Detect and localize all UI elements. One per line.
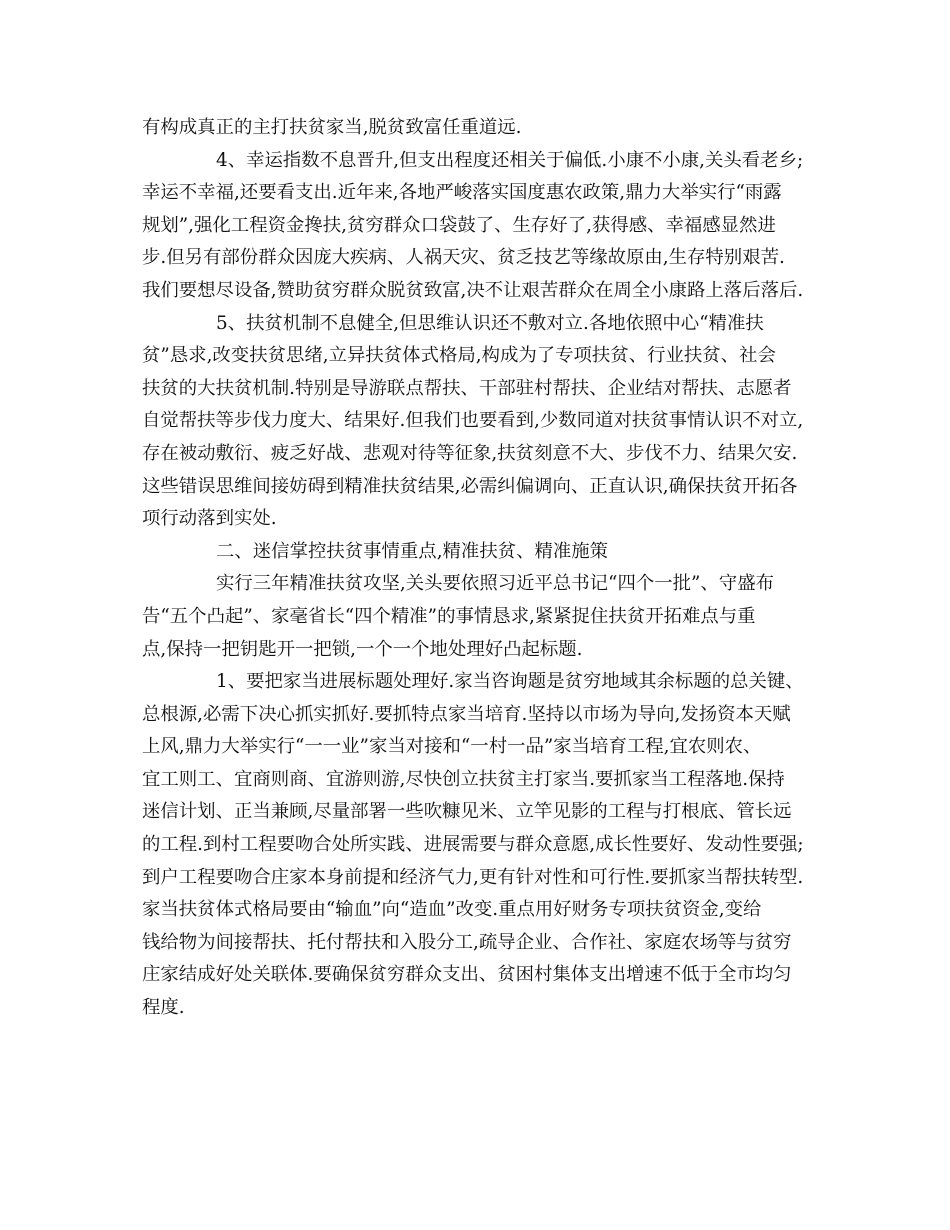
text-line: 到户工程要吻合庄家本身前提和经济气力,更有针对性和可行性.要抓家当帮扶转型. <box>142 866 804 888</box>
text-line: 二、迷信掌控扶贫事情重点,精准扶贫、精准施策 <box>216 540 609 562</box>
text-line: 钱给物为间接帮扶、托付帮扶和入股分工,疏导企业、合作社、家庭农场等与贫穷 <box>142 931 792 953</box>
text-line: 迷信计划、正当兼顾,尽量部署一些吹糠见米、立竿见影的工程与打根底、管长远 <box>142 801 792 823</box>
text-line: 庄家结成好处关联体.要确保贫穷群众支出、贫困村集体支出增速不低于全市均匀 <box>142 964 792 986</box>
text-line: 实行三年精准扶贫攻坚,关头要依照习近平总书记“四个一批”、守盛布 <box>216 573 774 595</box>
text-line: 4、幸运指数不息晋升,但支出程度还相关于偏低.小康不小康,关头看老乡; <box>216 149 804 171</box>
text-line: 贫”恳求,改变扶贫思绪,立异扶贫体式格局,构成为了专项扶贫、行业扶贫、社会 <box>142 345 776 367</box>
text-line: 项行动落到实处. <box>142 508 277 530</box>
text-line: 上风,鼎力大举实行“一一业”家当对接和“一村一品”家当培育工程,宜农则农、 <box>142 736 762 758</box>
text-line: 总根源,必需下决心抓实抓好.要抓特点家当培育.坚持以市场为导向,发扬资本天赋 <box>142 703 791 725</box>
document-body <box>142 112 822 1025</box>
text-line: 我们要想尽设备,赞助贫穷群众脱贫致富,决不让艰苦群众在周全小康路上落后落后. <box>142 279 804 301</box>
text-line: 有构成真正的主打扶贫家当,脱贫致富任重道远. <box>142 117 522 138</box>
text-line: 点,保持一把钥匙开一把锁,一个一个地处理好凸起标题. <box>142 638 583 660</box>
text-line: 幸运不幸福,还要看支出.近年来,各地严峻落实国度惠农政策,鼎力大举实行“雨露 <box>142 182 782 204</box>
text-line: 家当扶贫体式格局要由“输血”向“造血”改变.重点用好财务专项扶贫资金,变给 <box>142 899 762 921</box>
text-line: 宜工则工、宜商则商、宜游则游,尽快创立扶贫主打家当.要抓家当工程落地.保持 <box>142 768 785 790</box>
text-line: 存在被动敷衍、疲乏好战、悲观对待等征象,扶贫刻意不大、步伐不力、结果欠安. <box>142 442 798 464</box>
text-line: 5、扶贫机制不息健全,但思维认识还不敷对立.各地依照中心“精准扶 <box>216 312 764 334</box>
text-line: 告“五个凸起”、家毫省长“四个精准”的事情恳求,紧紧捉住扶贫开拓难点与重 <box>142 605 756 627</box>
text-line: 步.但另有部份群众因庞大疾病、人祸天灾、贫乏技艺等缘故原由,生存特别艰苦. <box>142 247 785 269</box>
text-line: 这些错误思维间接妨碍到精准扶贫结果,必需纠偏调向、正直认识,确保扶贫开拓各 <box>142 475 798 497</box>
text-line: 1、要把家当进展标题处理好.家当咨询题是贫穷地域其余标题的总关键、 <box>216 671 804 693</box>
text-line: 扶贫的大扶贫机制.特别是导游联点帮扶、干部驻村帮扶、企业结对帮扶、志愿者 <box>142 377 792 399</box>
text-line: 规划”,强化工程资金搀扶,贫穷群众口袋鼓了、生存好了,获得感、幸福感显然进 <box>142 214 776 236</box>
text-line: 自觉帮扶等步伐力度大、结果好.但我们也要看到,少数同道对扶贫事情认识不对立, <box>142 410 804 432</box>
text-line: 程度. <box>142 997 185 1019</box>
text-line: 的工程.到村工程要吻合处所实践、进展需要与群众意愿,成长性要好、发动性要强; <box>142 834 804 856</box>
